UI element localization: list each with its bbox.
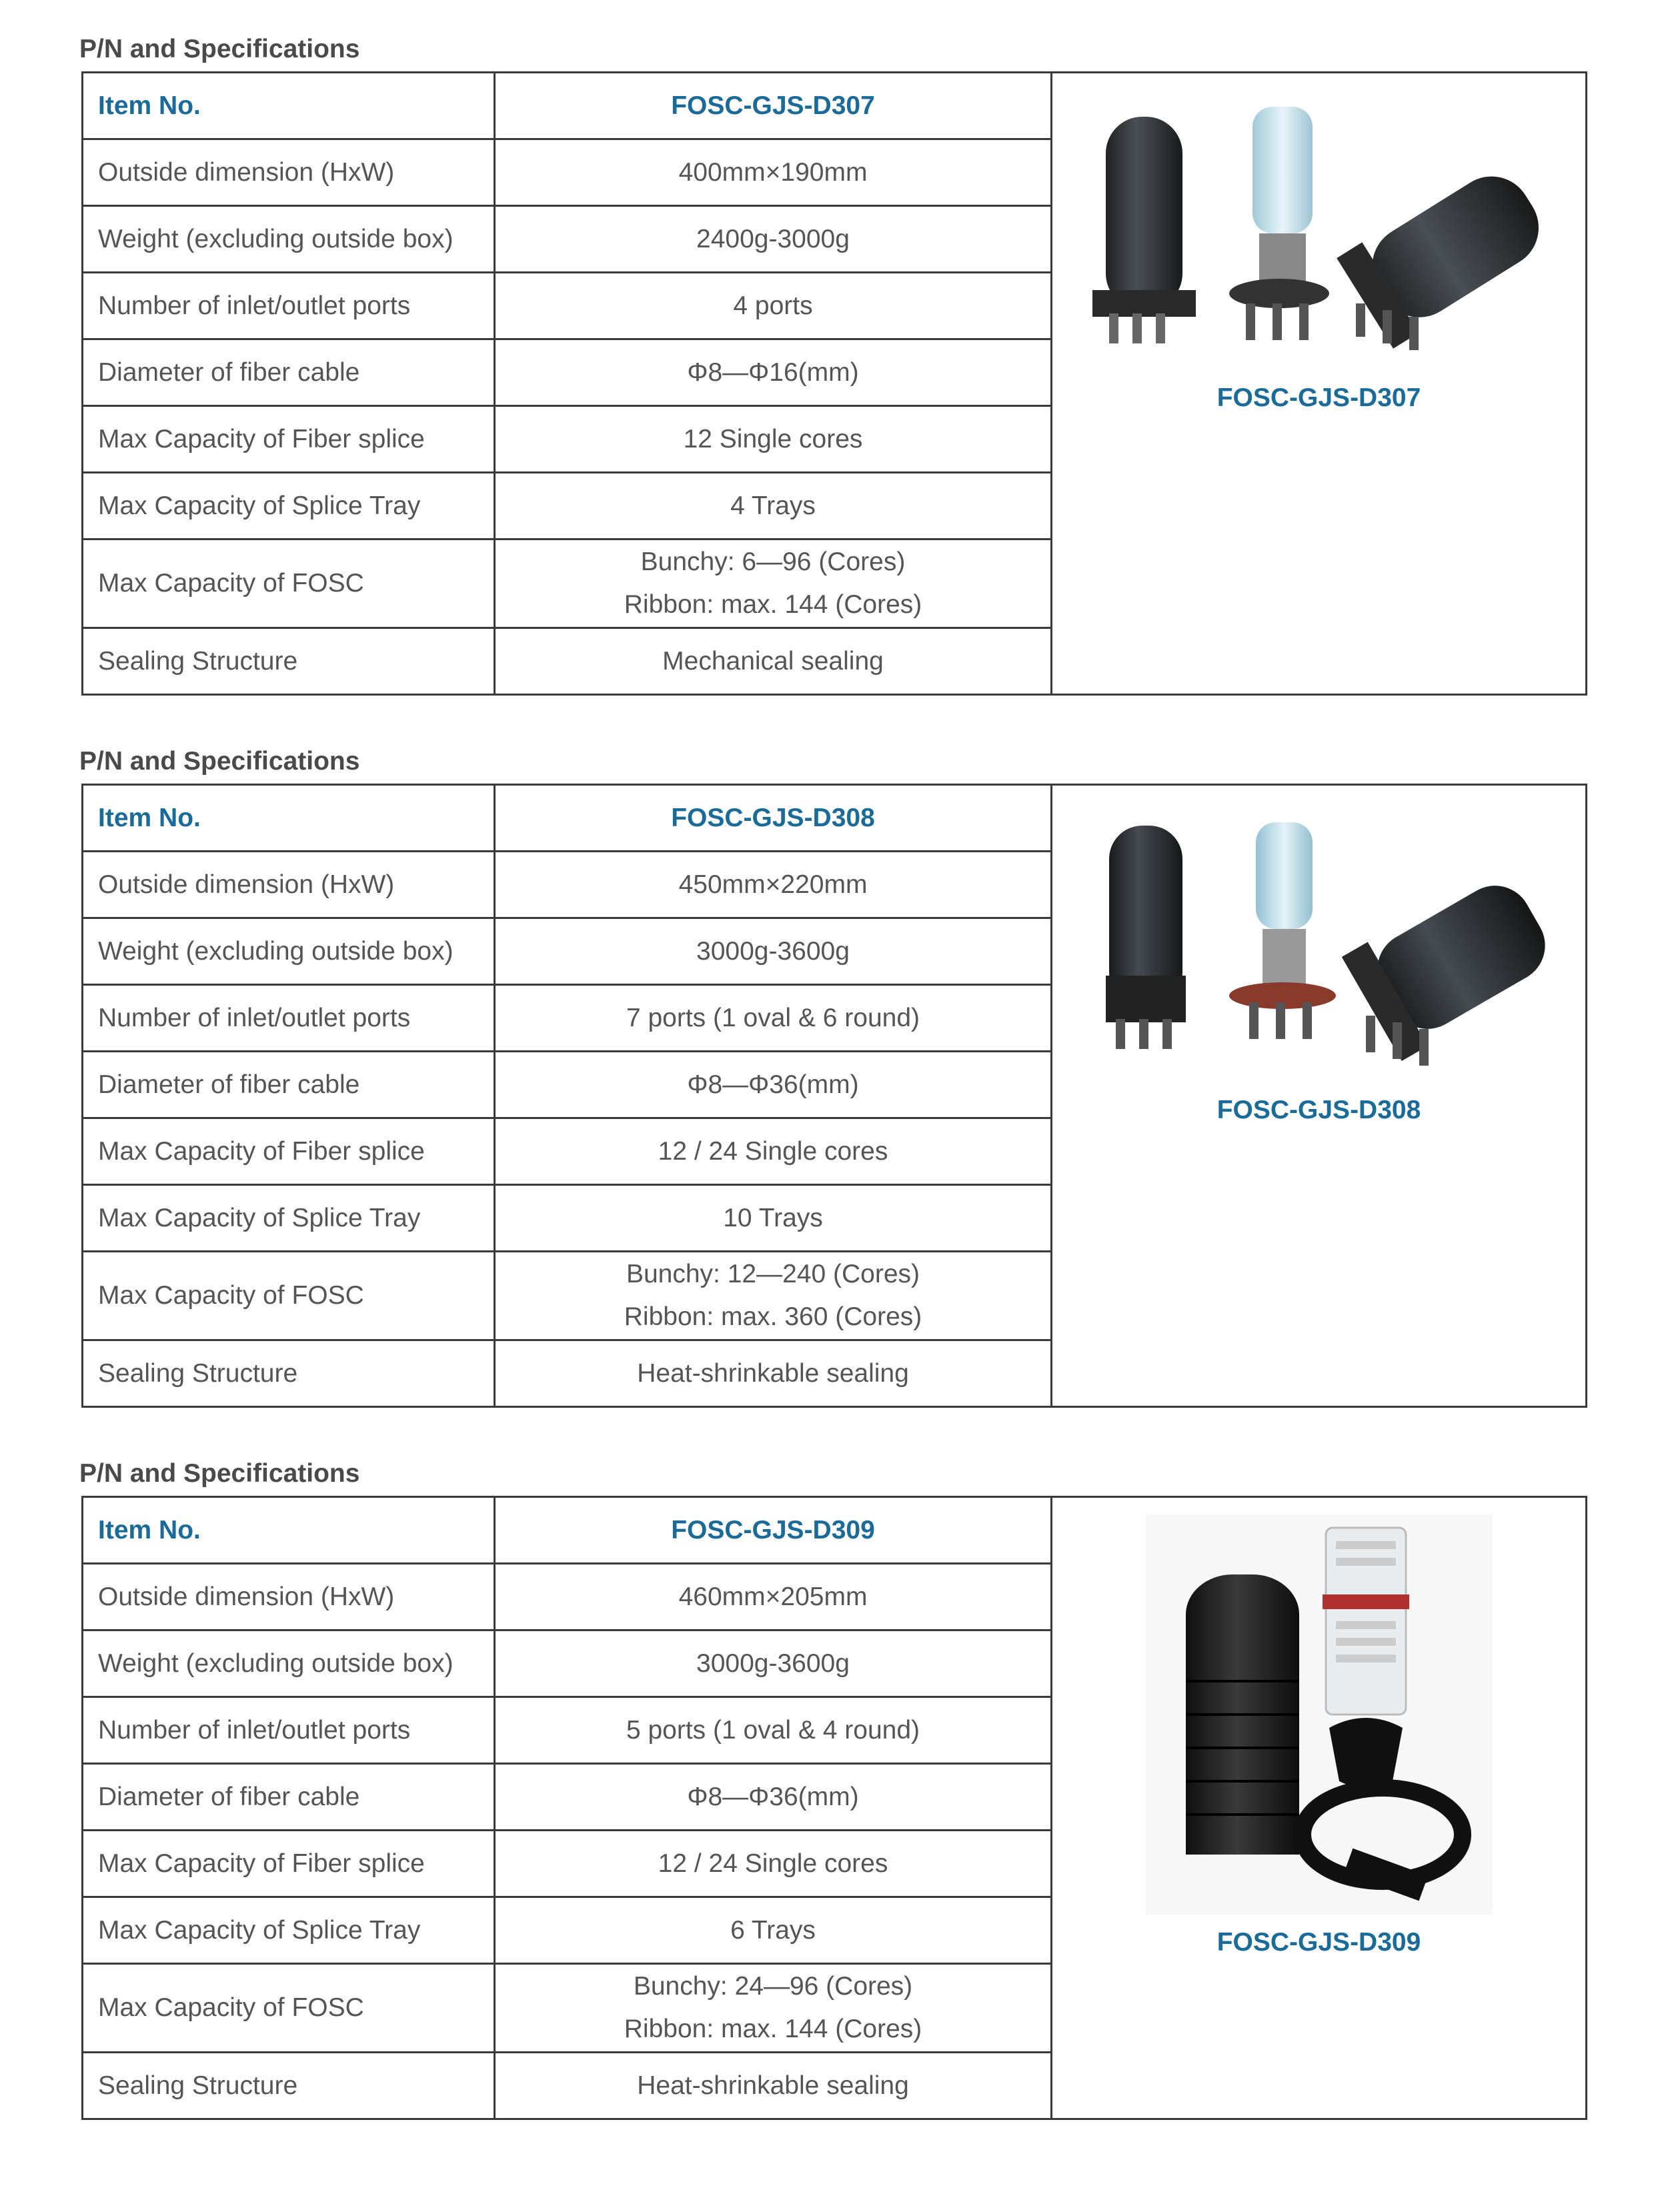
spec-value: 3000g-3600g [495, 1630, 1052, 1697]
spec-value: Heat-shrinkable sealing [495, 2053, 1052, 2119]
spec-label: Max Capacity of Fiber splice [83, 1118, 495, 1185]
spec-label: Number of inlet/outlet ports [83, 273, 495, 339]
spec-label: Number of inlet/outlet ports [83, 1697, 495, 1764]
product-image-cell [1052, 73, 1587, 695]
spec-table [81, 784, 1587, 1408]
product-image-cell [1052, 1497, 1587, 2119]
item-no-label: Item No. [83, 1497, 495, 1564]
product-caption: FOSC-GJS-D308 [1216, 1096, 1421, 1124]
spec-value: Φ8—Φ36(mm) [495, 1764, 1052, 1831]
spec-value: 4 ports [495, 273, 1052, 339]
spec-label: Max Capacity of FOSC [83, 1964, 495, 2053]
spec-label: Number of inlet/outlet ports [83, 985, 495, 1052]
spec-value-line-2: Ribbon: max. 144 (Cores) [624, 590, 922, 619]
spec-label: Max Capacity of Fiber splice [83, 406, 495, 473]
spec-value: 4 Trays [495, 473, 1052, 539]
item-no-value: FOSC-GJS-D309 [495, 1497, 1052, 1564]
spec-label: Max Capacity of Fiber splice [83, 1831, 495, 1897]
section-title: P/N and Specifications [79, 1459, 360, 1488]
spec-label: Max Capacity of FOSC [83, 539, 495, 628]
spec-label: Diameter of fiber cable [83, 339, 495, 406]
spec-value: 6 Trays [495, 1897, 1052, 1964]
spec-label: Weight (excluding outside box) [83, 1630, 495, 1697]
spec-value-line-2: Ribbon: max. 144 (Cores) [624, 2015, 922, 2043]
spec-value: 400mm×190mm [495, 139, 1052, 206]
spec-value: 460mm×205mm [495, 1564, 1052, 1630]
item-no-value: FOSC-GJS-D308 [495, 785, 1052, 852]
product-caption: FOSC-GJS-D309 [1216, 1928, 1421, 1957]
section-title: P/N and Specifications [79, 747, 360, 776]
spec-value: 2400g-3000g [495, 206, 1052, 273]
spec-label: Diameter of fiber cable [83, 1052, 495, 1118]
spec-label: Outside dimension (HxW) [83, 139, 495, 206]
item-no-label: Item No. [83, 785, 495, 852]
spec-value: 5 ports (1 oval & 4 round) [495, 1697, 1052, 1764]
spec-value: Φ8—Φ16(mm) [495, 339, 1052, 406]
spec-value-line-1: Bunchy: 6—96 (Cores) [640, 547, 906, 576]
product-caption: FOSC-GJS-D307 [1216, 383, 1421, 412]
spec-value-multiline [495, 1252, 1052, 1340]
spec-value: 10 Trays [495, 1185, 1052, 1252]
spec-value: 12 Single cores [495, 406, 1052, 473]
product-image-cell [1052, 785, 1587, 1407]
spec-label: Outside dimension (HxW) [83, 852, 495, 918]
spec-value: Mechanical sealing [495, 628, 1052, 695]
spec-value: 12 / 24 Single cores [495, 1118, 1052, 1185]
product-photo [1086, 90, 1553, 370]
spec-label: Max Capacity of Splice Tray [83, 473, 495, 539]
item-no-value: FOSC-GJS-D307 [495, 73, 1052, 139]
spec-table [81, 1496, 1587, 2120]
spec-value: 7 ports (1 oval & 6 round) [495, 985, 1052, 1052]
spec-value-multiline [495, 539, 1052, 628]
spec-label: Weight (excluding outside box) [83, 918, 495, 985]
spec-value-line-1: Bunchy: 12—240 (Cores) [626, 1260, 920, 1288]
spec-label: Max Capacity of FOSC [83, 1252, 495, 1340]
spec-value: Φ8—Φ36(mm) [495, 1052, 1052, 1118]
spec-value: 3000g-3600g [495, 918, 1052, 985]
spec-value-multiline [495, 1964, 1052, 2053]
spec-value: 450mm×220mm [495, 852, 1052, 918]
spec-value-line-2: Ribbon: max. 360 (Cores) [624, 1302, 922, 1331]
spec-table [81, 71, 1587, 696]
section-title: P/N and Specifications [79, 35, 360, 63]
spec-label: Diameter of fiber cable [83, 1764, 495, 1831]
spec-label: Sealing Structure [83, 1340, 495, 1407]
spec-label: Max Capacity of Splice Tray [83, 1897, 495, 1964]
spec-label: Outside dimension (HxW) [83, 1564, 495, 1630]
spec-value-line-1: Bunchy: 24—96 (Cores) [633, 1972, 913, 2001]
spec-label: Max Capacity of Splice Tray [83, 1185, 495, 1252]
spec-value: 12 / 24 Single cores [495, 1831, 1052, 1897]
spec-label: Weight (excluding outside box) [83, 206, 495, 273]
item-no-label: Item No. [83, 73, 495, 139]
spec-label: Sealing Structure [83, 2053, 495, 2119]
spec-label: Sealing Structure [83, 628, 495, 695]
spec-value: Heat-shrinkable sealing [495, 1340, 1052, 1407]
product-photo [1086, 802, 1553, 1082]
product-photo [1146, 1514, 1493, 1915]
